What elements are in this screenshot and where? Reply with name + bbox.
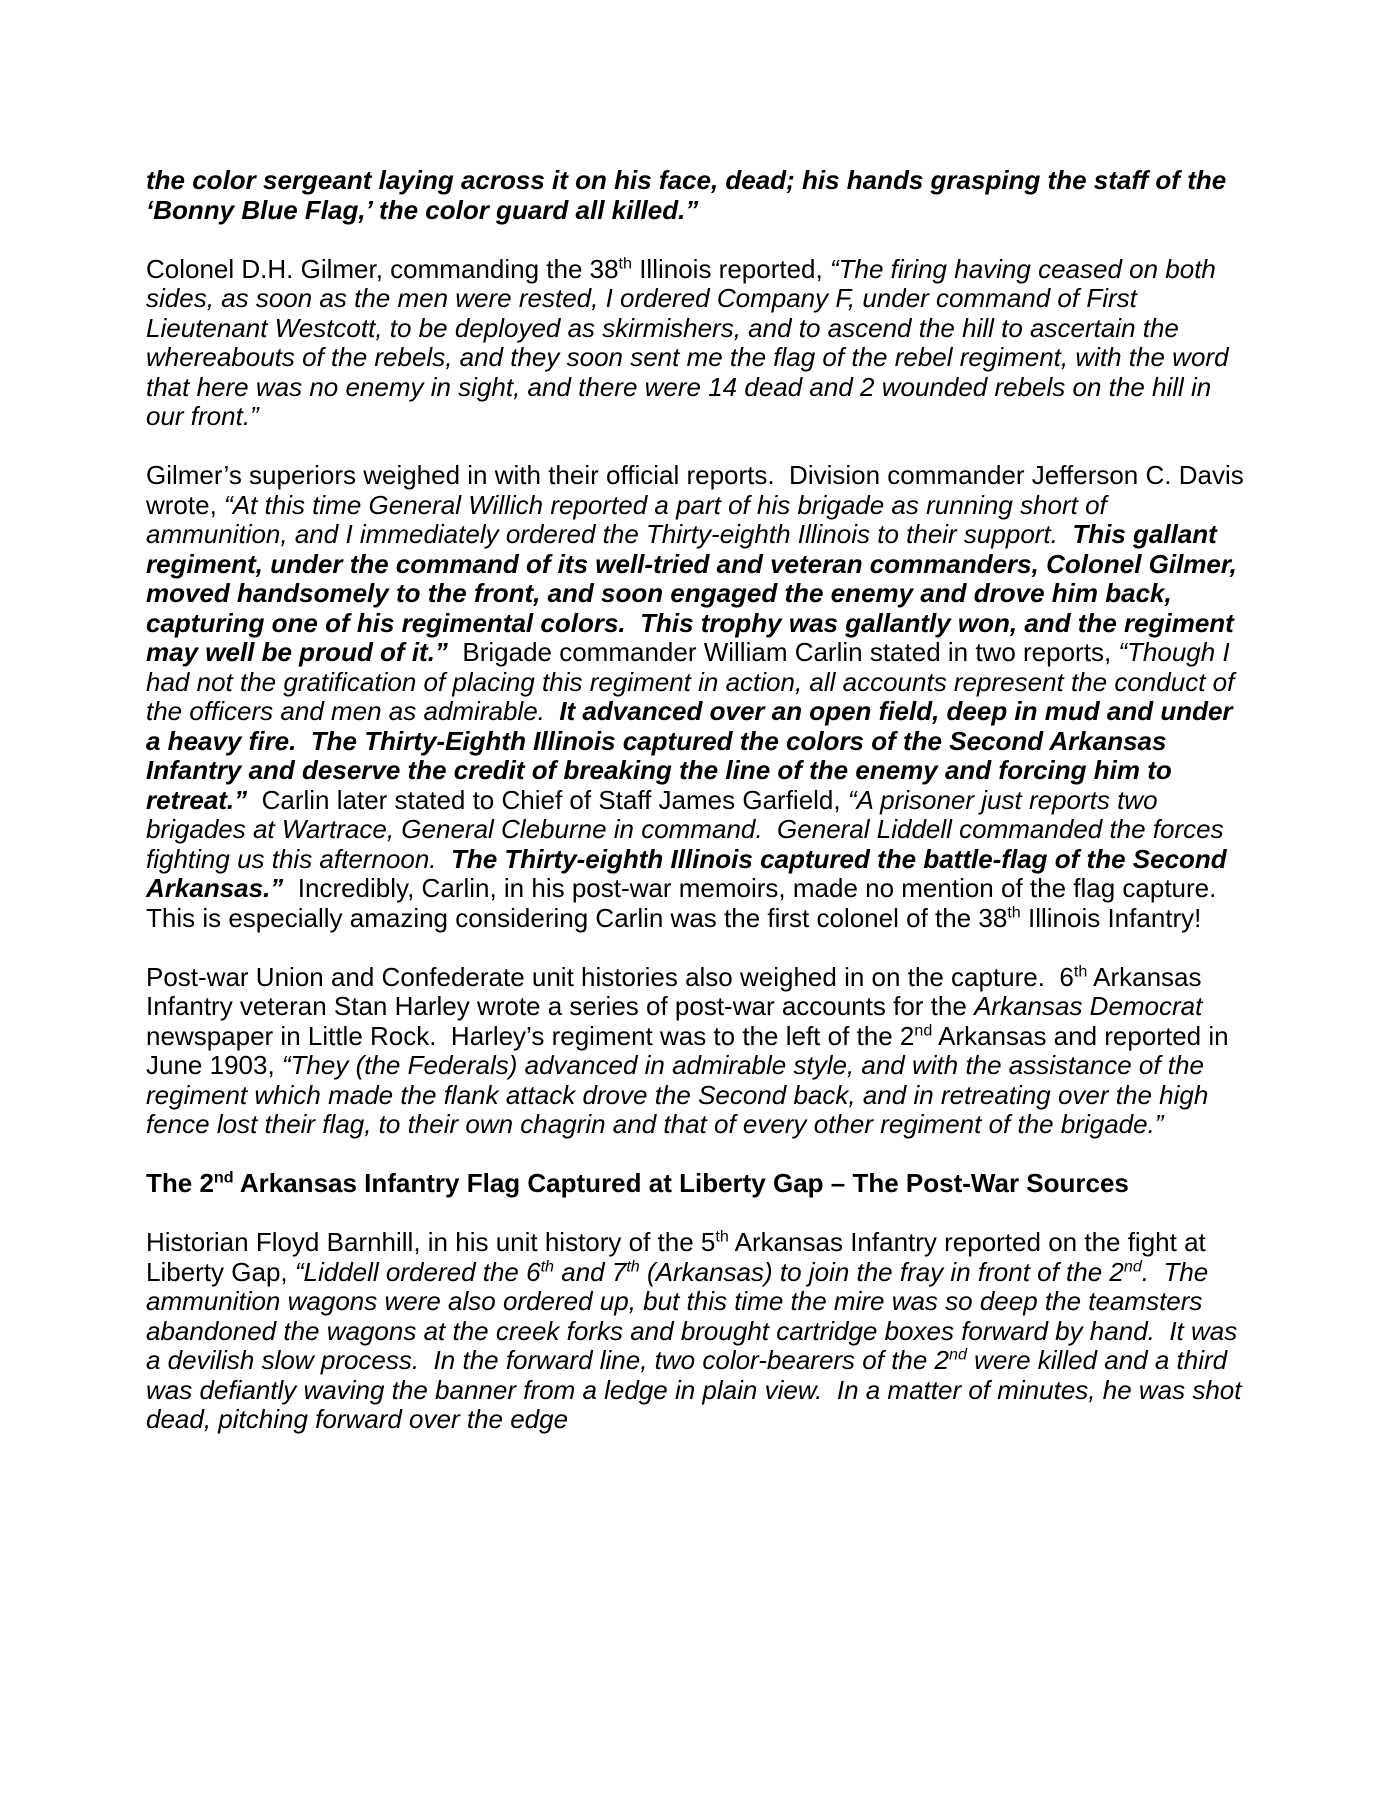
text-run: “They (the Federals) advanced in admirable style, and with the assistance of the regiment which made the flank attack drove the Second back, and in retreating over the high fence lost their flag, to their own chagrin and that of every other regiment of the brigade.” [146, 1050, 1216, 1139]
text-run: Colonel D.H. Gilmer, commanding the 38 [146, 253, 619, 284]
text-run: Arkansas Infantry Flag Captured at Liberty Gap – The Post-War Sources [233, 1168, 1129, 1198]
text-run: “A prisoner just reports two brigades at Wartrace, General Cleburne in command. General Liddell commanded the forces fighting us this afternoon. [146, 784, 1231, 874]
text-run: newspaper in Little Rock. Harley’s regiment was to the left of the 2 [146, 991, 1210, 1051]
text-run: The Thirty-eighth Illinois captured the battle-flag of the Second Arkansas.” [146, 843, 1233, 903]
text-run: Incredibly, Carlin, in his post-war memoirs, made no mention of the flag capture. This is especially amazing considering Carlin was the first colonel of the 38 [146, 873, 1231, 933]
text-run: th [618, 253, 632, 272]
text-run: “At this time General Willich reported a part of his brigade as running short of ammunition, and I immediately ordered the Thirty-eighth Illinois to their support. [146, 489, 1115, 549]
text-run: Illinois reported, [631, 253, 830, 284]
text-run: Arkansas Democrat [974, 991, 1203, 1021]
text-run: Carlin later stated to Chief of Staff James Garfield, [247, 784, 848, 815]
paragraph-quote-bonny-blue [146, 166, 1254, 225]
paragraph-superiors-reports [146, 461, 1254, 933]
text-run: (Arkansas) to join the fray in front of the 2 [639, 1256, 1124, 1287]
text-column [146, 166, 1254, 1435]
text-run: . The ammunition wagons were also ordered up, but this time the mire was so deep the teamsters abandoned the wagons at the creek forks and brought cartridge boxes forward by hand. It was a devilish slow process. In the forward line, two color-bearers of the 2 [146, 1256, 1245, 1375]
text-run: nd [949, 1345, 967, 1364]
text-run: Historian Floyd Barnhill, in his unit history of the 5 [146, 1227, 716, 1257]
text-run: “The firing having ceased on both sides, as soon as the men were rested, I ordered Company F, under command of First Lieutenant Westcott, to be deployed as skirmishers, and to ascend the hill to ascertain the whereabouts of the rebels, and they soon sent me the flag of the rebel regiment, with the word that here was no enemy in sight, and there were 14 dead and 2 wounded rebels on the hill in our front.” [146, 253, 1236, 431]
text-run: Arkansas Infantry reported on the fight at Liberty Gap, [146, 1227, 1213, 1287]
text-run: “Liddell ordered the 6 [294, 1256, 541, 1287]
text-run: Brigade commander William Carlin stated in two reports, [447, 637, 1119, 667]
section-heading [146, 1169, 1254, 1199]
paragraph-post-war-histories [146, 963, 1254, 1140]
paragraph-barnhill-history [146, 1228, 1254, 1435]
text-run: th [1007, 902, 1021, 921]
text-run: Arkansas and reported in June 1903, [146, 1020, 1236, 1080]
paragraph-gilmer-report [146, 255, 1254, 432]
text-run: Illinois Infantry! [1020, 902, 1202, 933]
text-run: Arkansas Infantry veteran Stan Harley wrote a series of post-war accounts for the [146, 961, 1209, 1021]
text-run: nd [213, 1168, 234, 1187]
text-run: Post-war Union and Confederate unit histories also weighed in on the capture. 6 [146, 961, 1074, 992]
text-run: Gilmer’s superiors weighed in with their official reports. Division commander Jefferson C. Davis wrote, [146, 460, 1251, 520]
text-run: and 7 [554, 1256, 627, 1287]
text-run: th [1073, 961, 1088, 980]
text-run: This gallant regiment, under the command of its well-tried and veteran commanders, Colonel Gilmer, moved handsomely to the front, and soon engaged the enemy and drove him back, capturing one of his regimental colors. This trophy was gallantly won, and the regiment may well be proud of it.” [146, 519, 1245, 667]
text-run: the color sergeant laying across it on his face, dead; his hands grasping the staff of the ‘Bonny Blue Flag,’ the color guard all killed.” [146, 165, 1234, 225]
text-run: “Though I had not the gratification of placing this regiment in action, all accounts represent the conduct of the officers and men as admirable. [146, 637, 1242, 726]
text-run: It advanced over an open field, deep in mud and under a heavy fire. The Thirty-Eighth Illinois captured the colors of the Second Arkansas Infantry and deserve the credit of breaking the line of the enemy and forcing him to retreat.” [146, 696, 1240, 815]
text-run: nd [1123, 1256, 1142, 1275]
text-run: th [626, 1256, 640, 1275]
text-run: The 2 [146, 1168, 214, 1198]
text-run: th [715, 1227, 729, 1246]
text-run: th [540, 1256, 555, 1275]
text-run: were killed and a third was defiantly waving the banner from a ledge in plain view. In a matter of minutes, he was shot dead, pitching forward over the edge [146, 1345, 1249, 1434]
text-run: nd [914, 1020, 933, 1039]
